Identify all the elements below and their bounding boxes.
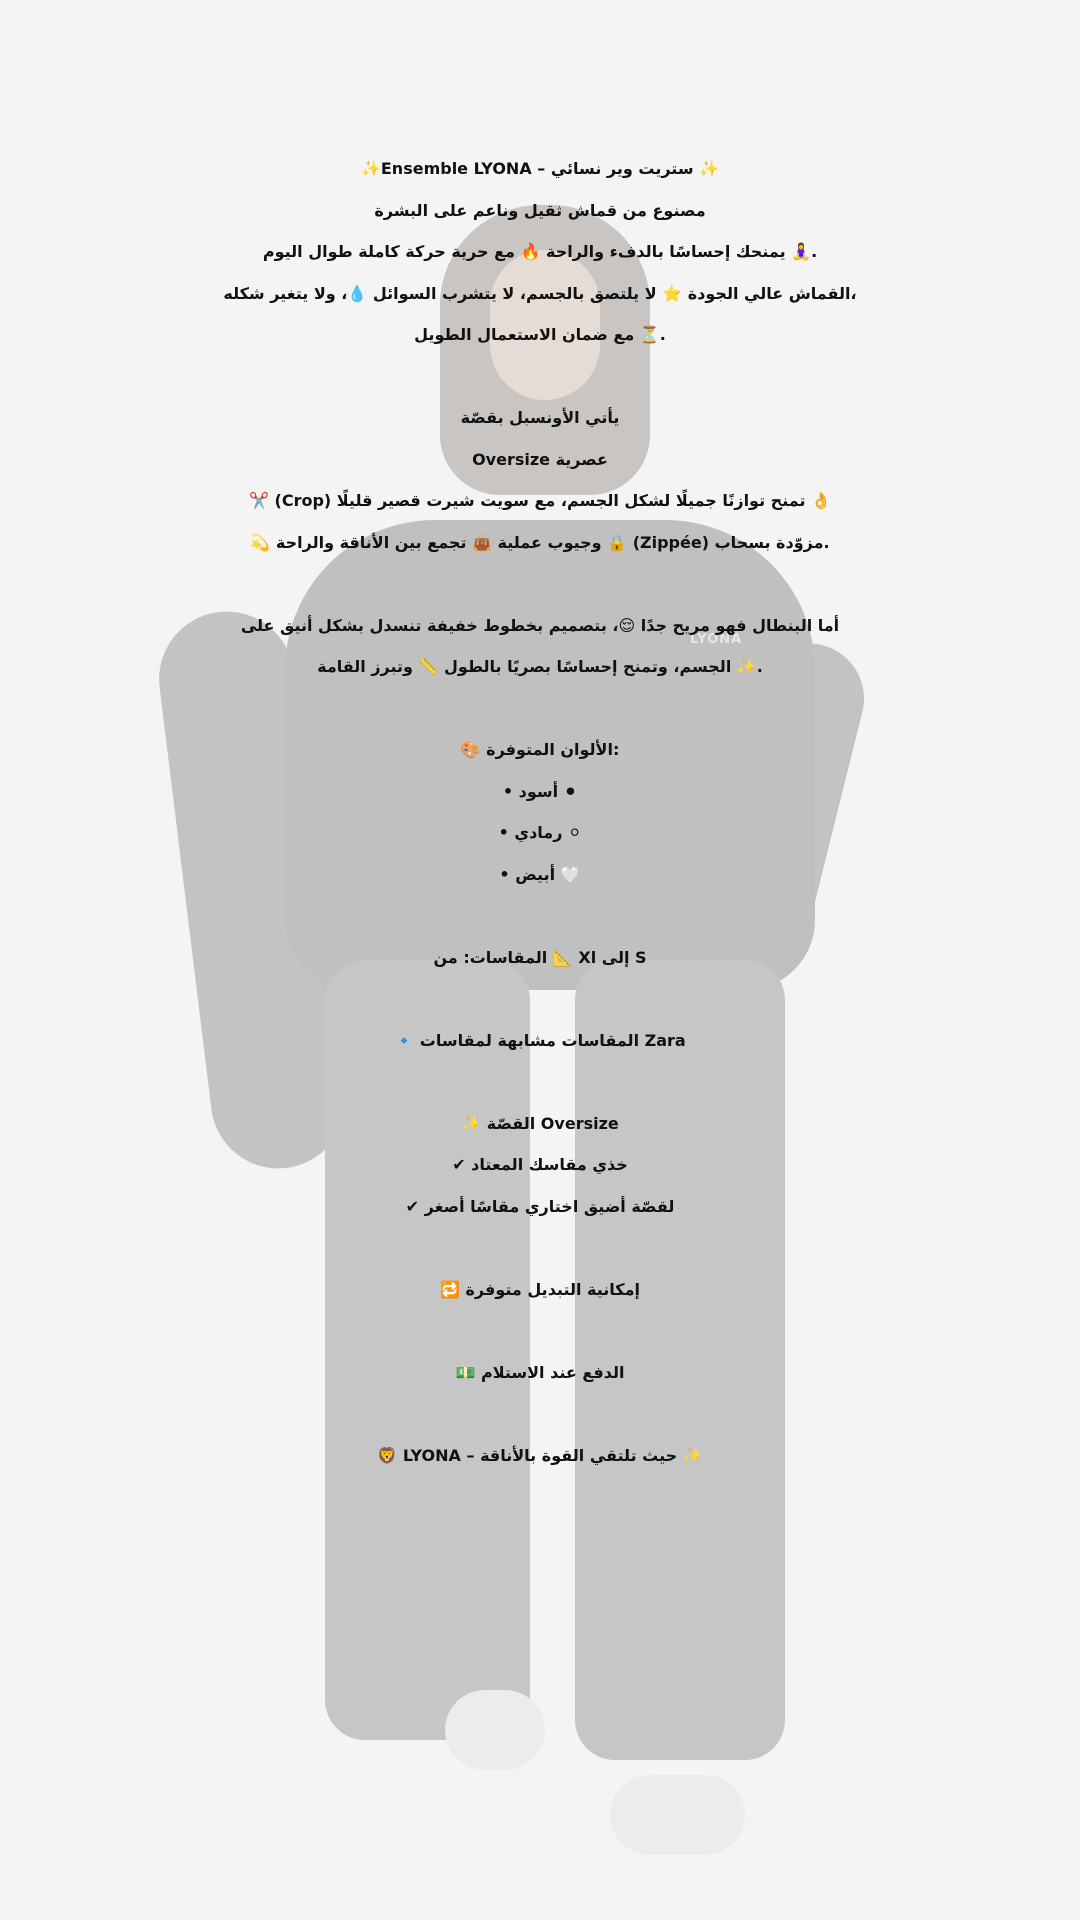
top-section-line: يأتي الأونسبل بقصّة [460,408,620,427]
post-text [0,148,1080,1476]
colors-title: 🎨 الألوان المتوفرة: [460,740,620,759]
intro-line: مصنوع من قماش ثقيل وناعم على البشرة [374,200,706,220]
fit-title: ✨ القصّة Oversize [461,1113,619,1133]
sizes-line: المقاسات: من 📐 Xl إلى S [433,947,647,967]
top-section-line: Oversize عصرية [472,449,608,469]
sizes-note: 🔹 المقاسات مشابهة لمقاسات Zara [394,1030,686,1050]
fit-tip: ✔ لقصّة أضيق اختاري مقاسًا أصغر [405,1196,675,1216]
pants-section-line: الجسم، وتمنح إحساسًا بصريًا بالطول 📏 وتبرز القامة ✨. [317,657,763,676]
model-right-shoe [610,1775,745,1855]
top-section-line: 💫 وجيوب عملية 👜 تجمع بين الأناقة والراحة 🔒 (Zippée) مزوّدة بسحاب. [250,532,830,552]
color-item-gray: • رمادي ⚪ [498,823,582,842]
brand-tagline: 🦁 LYONA – حيث تلتقي القوة بالأناقة ✨ [377,1445,703,1465]
intro-line: القماش عالي الجودة ⭐ لا يلتصق بالجسم، لا يتشرب السوائل 💧، ولا يتغير شكله، [223,283,857,303]
sweatshirt-logo: LYONA [690,632,743,647]
intro-line: يمنحك إحساسًا بالدفء والراحة 🔥 مع حرية حركة كاملة طوال اليوم 🧘‍♀️. [262,242,818,261]
payment-line: 💵 الدفع عند الاستلام [455,1362,625,1382]
top-section-line: ✂️ (Crop) تمنح توازنًا جميلًا لشكل الجسم، مع سويت شيرت قصير قليلًا 👌 [249,491,831,510]
fit-tip: ✔ خذي مقاسك المعتاد [452,1155,628,1174]
post-title: ✨Ensemble LYONA – ستريت وير نسائي ✨ [360,159,720,178]
color-item-black: • أسود ⚫ [502,781,578,801]
pants-section-line: أما البنطال فهو مريح جدًا 😌، بتصميم بخطوط خفيفة تنسدل بشكل أنيق على [240,615,840,635]
intro-line: مع ضمان الاستعمال الطويل ⏳. [414,325,666,344]
exchange-line: 🔁 إمكانية التبديل متوفرة [439,1279,640,1299]
color-item-white: • أبيض 🤍 [499,864,581,884]
model-left-shoe [445,1690,545,1770]
